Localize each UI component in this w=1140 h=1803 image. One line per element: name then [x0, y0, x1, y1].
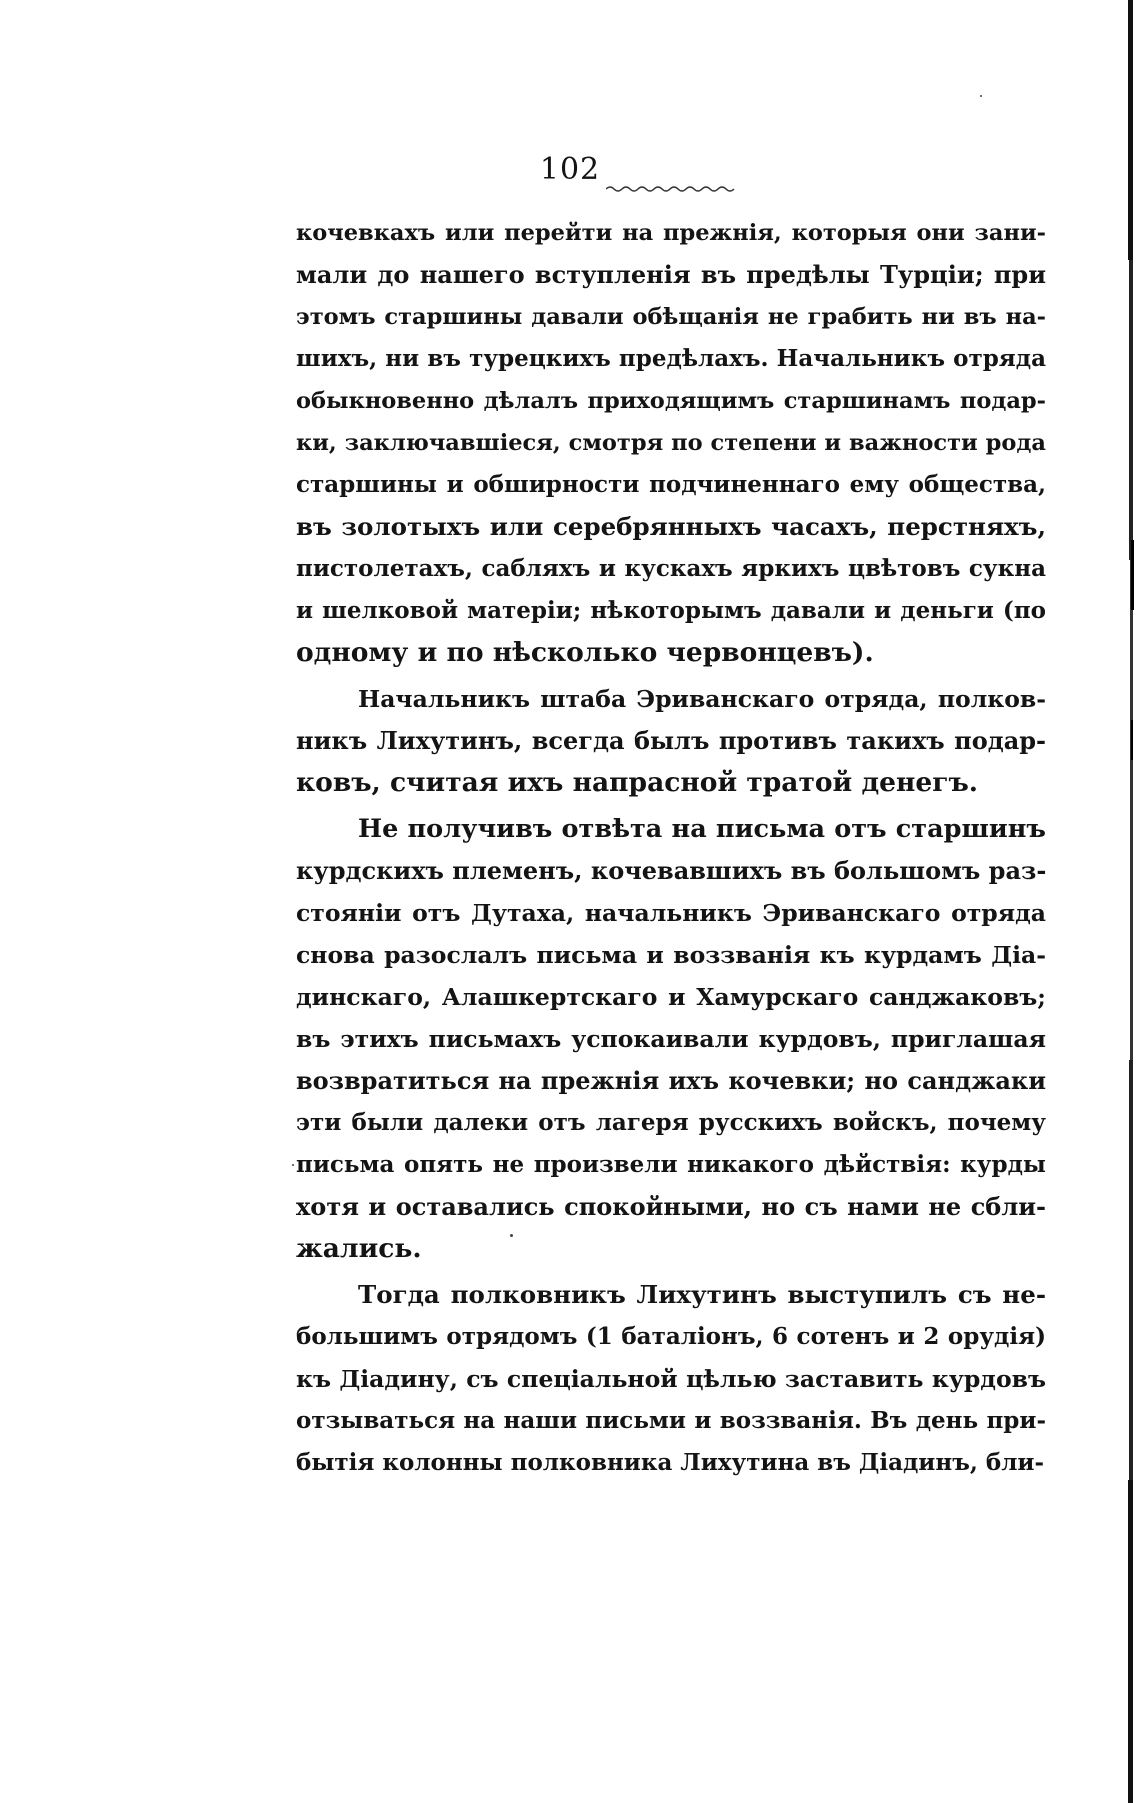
text-line: шихъ, ни въ турецкихъ предѣлахъ. Начальникъ отряда: [296, 345, 1046, 372]
text-line: возвратиться на прежнія ихъ кочевки; но санджаки: [296, 1066, 1046, 1095]
body-text: [296, 212, 1046, 1484]
text-line: динскаго, Алашкертскаго и Хамурскаго санджаковъ;: [296, 983, 1046, 1011]
text-line: снова разослалъ письма и воззванія къ курдамъ Діа-: [296, 941, 1046, 969]
ink-speck: [510, 1234, 513, 1237]
text-line: Не получивъ отвѣта на письма отъ старшинъ: [358, 814, 1046, 844]
text-line: ки, заключавшіеся, смотря по степени и важности рода: [296, 430, 1046, 456]
text-line: жались.: [296, 1233, 422, 1264]
text-line: въ золотыхъ или серебрянныхъ часахъ, перстняхъ,: [296, 512, 1046, 541]
text-line: эти были далеки отъ лагеря русскихъ войскъ, почему: [296, 1109, 1046, 1136]
paragraph: [296, 678, 1046, 804]
text-line: кочевкахъ или перейти на прежнія, которыя они зани-: [296, 220, 1046, 246]
ink-speck: [292, 1164, 294, 1166]
text-line: и шелковой матеріи; нѣкоторымъ давали и деньги (по: [296, 597, 1046, 624]
text-line: отзываться на наши письми и воззванія. Въ день при-: [296, 1407, 1046, 1434]
text-line: пистолетахъ, сабляхъ и кускахъ яркихъ цвѣтовъ сукна: [296, 555, 1046, 582]
text-line: въ этихъ письмахъ успокаивали курдовъ, приглашая: [296, 1025, 1046, 1053]
text-line: одному и по нѣсколько червонцевъ).: [296, 637, 874, 668]
paragraph: [296, 1274, 1046, 1484]
text-line: ковъ, считая ихъ напрасной тратой денегъ.: [296, 767, 979, 798]
text-line: курдскихъ племенъ, кочевавшихъ въ большомъ раз-: [296, 856, 1047, 885]
page-number: 102: [539, 152, 601, 187]
text-line: никъ Лихутинъ, всегда былъ противъ такихъ подар-: [296, 726, 1046, 755]
text-line: Начальникъ штаба Эриванскаго отряда, полков-: [358, 685, 1046, 713]
text-line: обыкновенно дѣлалъ приходящимъ старшинамъ подар-: [296, 388, 1046, 414]
text-line: хотя и оставались спокойными, но съ нами не сбли-: [296, 1192, 1046, 1221]
text-line: мали до нашего вступленія въ предѣлы Турціи; при: [296, 260, 1046, 289]
page-number-ornament: [606, 184, 736, 194]
text-line: къ Діадину, съ спеціальной цѣлью заставить курдовъ: [296, 1365, 1046, 1393]
text-line: этомъ старшины давали обѣщанія не грабить ни въ на-: [296, 304, 1046, 330]
text-line: стояніи отъ Дутаха, начальникъ Эриванскаго отряда: [296, 899, 1046, 927]
text-line: старшины и обширности подчиненнаго ему общества,: [296, 471, 1046, 498]
paragraph: [296, 212, 1046, 674]
ink-speck: [980, 95, 982, 97]
page-edge-shadow: [1122, 0, 1140, 1803]
text-line: письма опять не произвели никакого дѣйствія: курды: [296, 1151, 1046, 1178]
text-line: большимъ отрядомъ (1 баталіонъ, 6 сотенъ и 2 орудія): [296, 1323, 1046, 1350]
paragraph: [296, 808, 1046, 1270]
text-line: бытія колонны полковника Лихутина въ Діадинъ, бли-: [296, 1449, 1045, 1476]
text-line: Тогда полковникъ Лихутинъ выступилъ съ не-: [358, 1280, 1046, 1309]
